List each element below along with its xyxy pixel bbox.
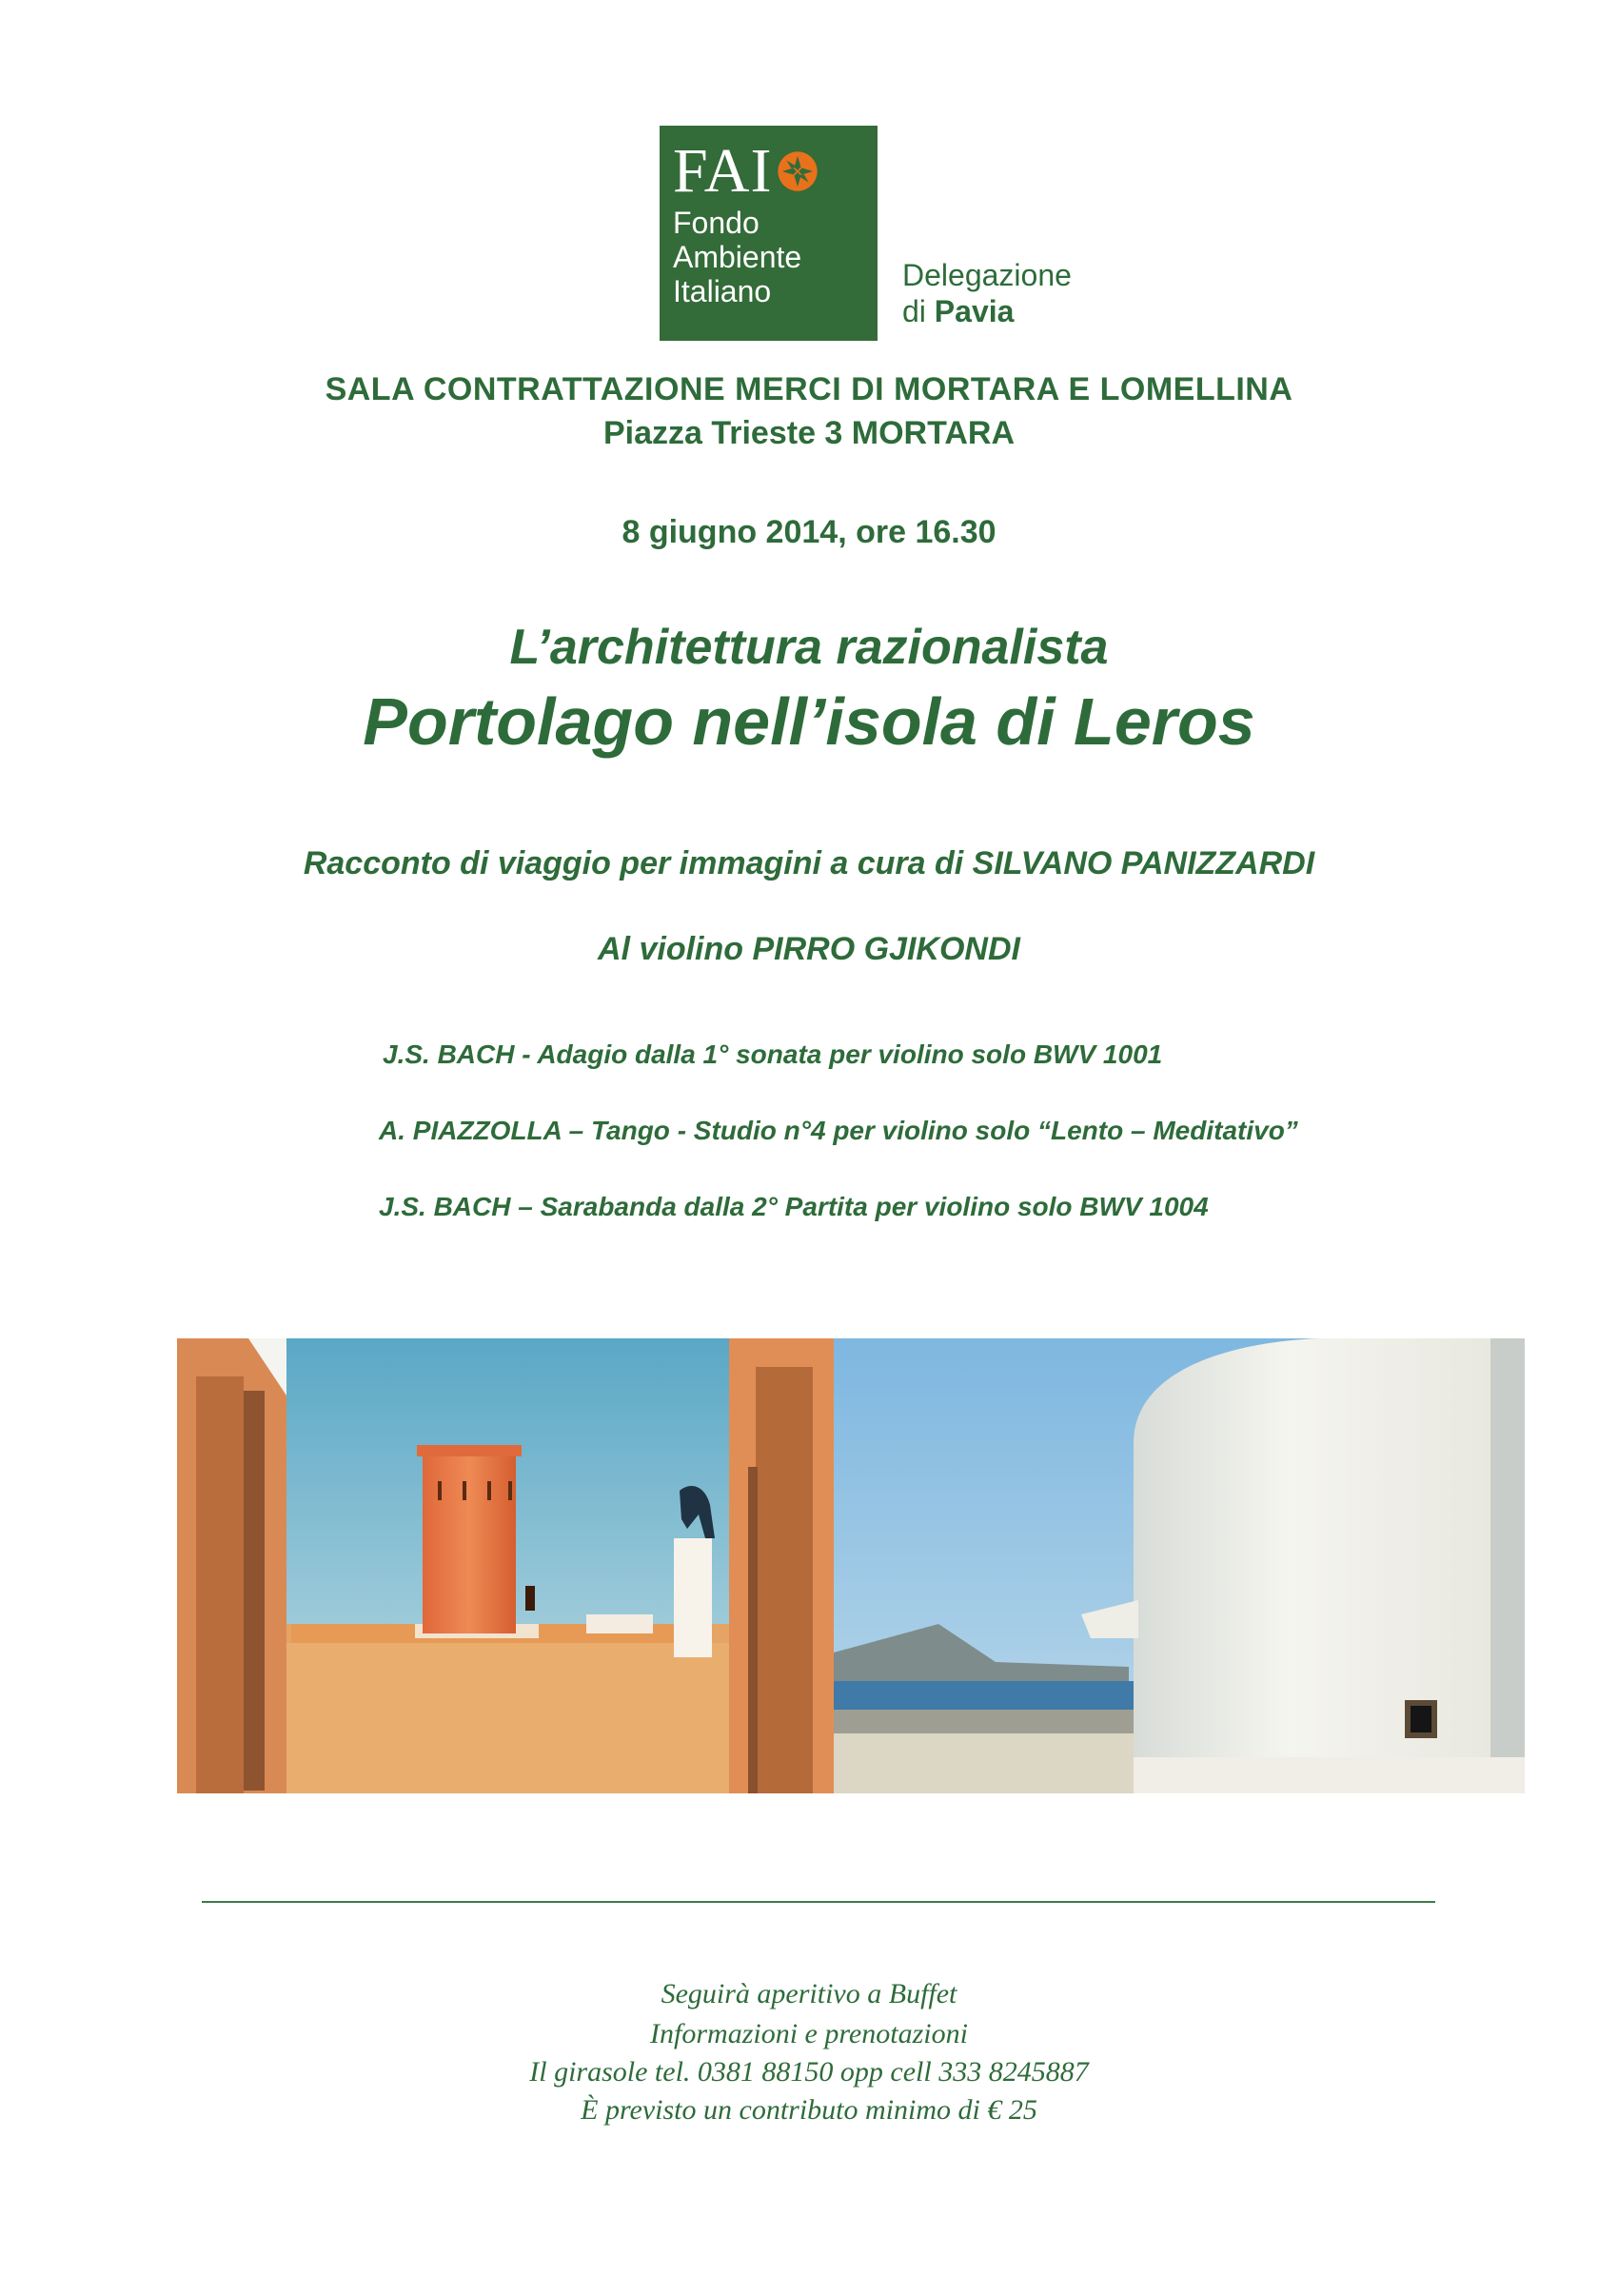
story-credit: Racconto di viaggio per immagini a cura di SILVANO PANIZZARDI bbox=[303, 845, 1315, 881]
delegation-city: Pavia bbox=[934, 294, 1015, 328]
logo-wordmark-text: FAI bbox=[673, 136, 773, 206]
logo-line-italiano: Italiano bbox=[673, 274, 772, 308]
footer-aperitivo: Seguirà aperitivo a Buffet bbox=[661, 1978, 957, 2009]
program-item: J.S. BACH – Sarabanda dalla 2° Partita per violino solo BWV 1004 bbox=[379, 1192, 1209, 1221]
fai-logo bbox=[660, 126, 878, 341]
footer-info: Informazioni e prenotazioni bbox=[650, 2018, 968, 2049]
photo-white-building bbox=[834, 1338, 1525, 1793]
delegation-label bbox=[902, 257, 1072, 329]
flower-icon bbox=[776, 149, 819, 193]
event-title-line1: L’architettura razionalista bbox=[509, 620, 1109, 675]
venue-address: Piazza Trieste 3 MORTARA bbox=[602, 415, 1016, 451]
venue-name: SALA CONTRATTAZIONE MERCI DI MORTARA E LOMELLINA bbox=[325, 371, 1293, 407]
delegation-line2 bbox=[902, 293, 1072, 329]
delegation-line1: Delegazione bbox=[902, 258, 1072, 292]
painting-red-tower bbox=[177, 1338, 834, 1793]
program-item: A. PIAZZOLLA – Tango - Studio n°4 per violino solo “Lento – Meditativo” bbox=[379, 1116, 1298, 1145]
violin-credit: Al violino PIRRO GJIKONDI bbox=[598, 931, 1020, 967]
footer-contact: Il girasole tel. 0381 88150 opp cell 333 8245887 bbox=[529, 2056, 1089, 2088]
event-title-line2: Portolago nell’isola di Leros bbox=[363, 684, 1255, 759]
footer-contribution: È previsto un contributo minimo di € 25 bbox=[581, 2094, 1037, 2126]
logo-line-fondo: Fondo bbox=[673, 206, 760, 240]
delegation-prefix: di bbox=[902, 294, 935, 328]
logo-wordmark bbox=[673, 136, 878, 206]
program-item: J.S. BACH - Adagio dalla 1° sonata per violino solo BWV 1001 bbox=[383, 1039, 1163, 1069]
event-date: 8 giugno 2014, ore 16.30 bbox=[622, 514, 996, 550]
logo-line-ambiente: Ambiente bbox=[673, 240, 802, 274]
divider-line bbox=[202, 1901, 1435, 1903]
event-images bbox=[177, 1338, 1525, 1793]
